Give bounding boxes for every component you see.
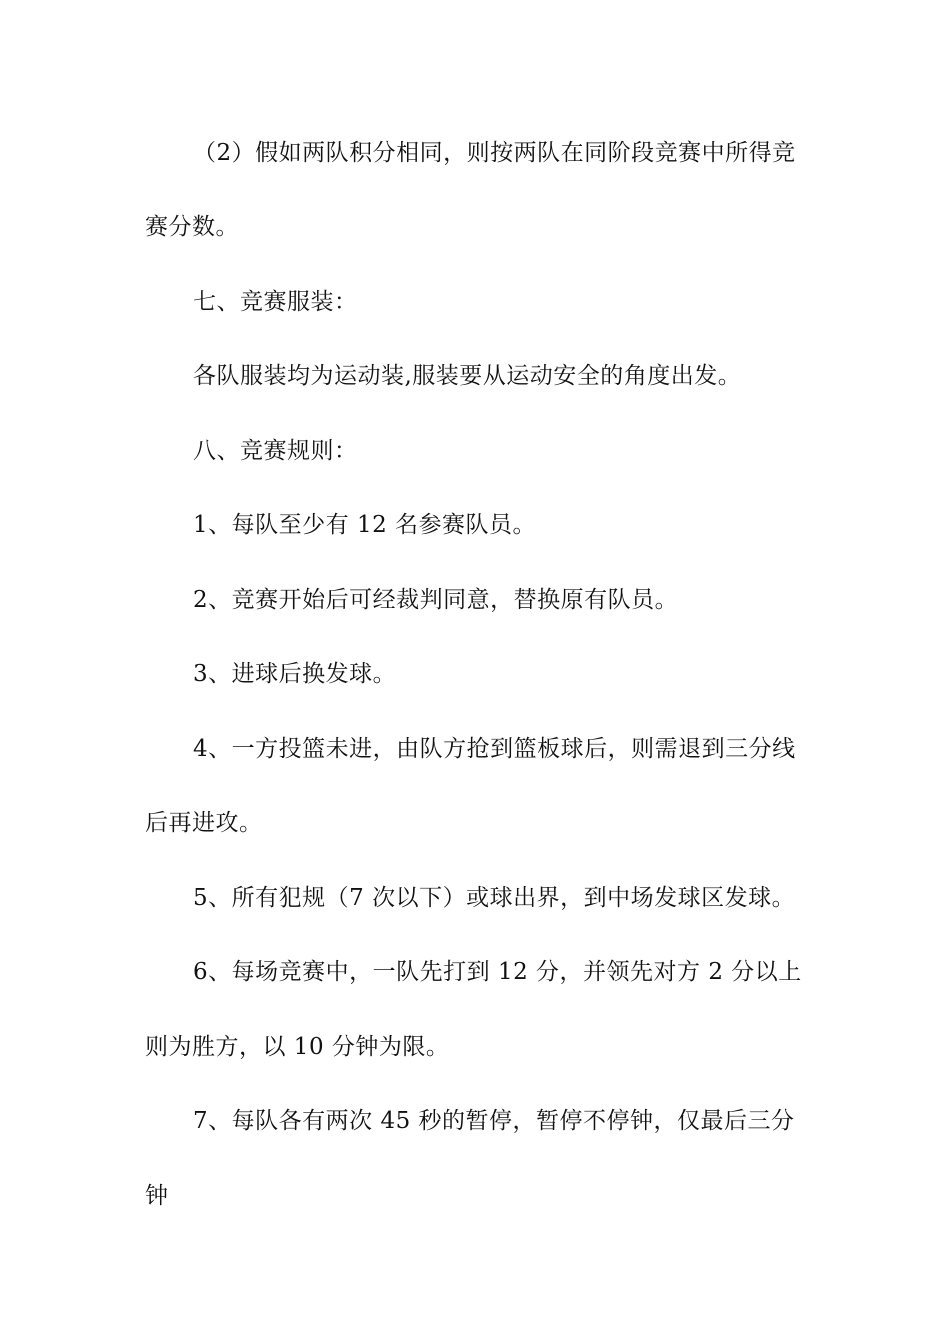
section-heading: 八、竞赛规则： [193,438,358,464]
rule-item-continuation: 后再进攻。 [145,810,263,836]
rule-item-continuation: 则为胜方，以 10 分钟为限。 [145,1034,450,1060]
rule-item: 6、每场竞赛中，一队先打到 12 分，并领先对方 2 分以上 [193,959,802,985]
paragraph-line: （2）假如两队积分相同，则按两队在同阶段竞赛中所得竞 [193,140,796,166]
rule-item: 3、进球后换发球。 [193,661,397,687]
rule-item-continuation: 钟 [145,1183,169,1209]
paragraph-line: 赛分数。 [145,214,239,240]
rule-item: 1、每队至少有 12 名参赛队员。 [193,512,537,538]
rule-item: 4、一方投篮未进，由队方抢到篮板球后，则需退到三分线 [193,736,796,762]
paragraph-line: 各队服装均为运动装,服装要从运动安全的角度出发。 [193,363,742,389]
section-heading: 七、竞赛服装： [193,289,358,315]
rule-item: 5、所有犯规（7 次以下）或球出界，到中场发球区发球。 [193,885,796,911]
rule-item: 2、竞赛开始后可经裁判同意，替换原有队员。 [193,587,679,613]
rule-item: 7、每队各有两次 45 秒的暂停，暂停不停钟，仅最后三分 [193,1108,795,1134]
